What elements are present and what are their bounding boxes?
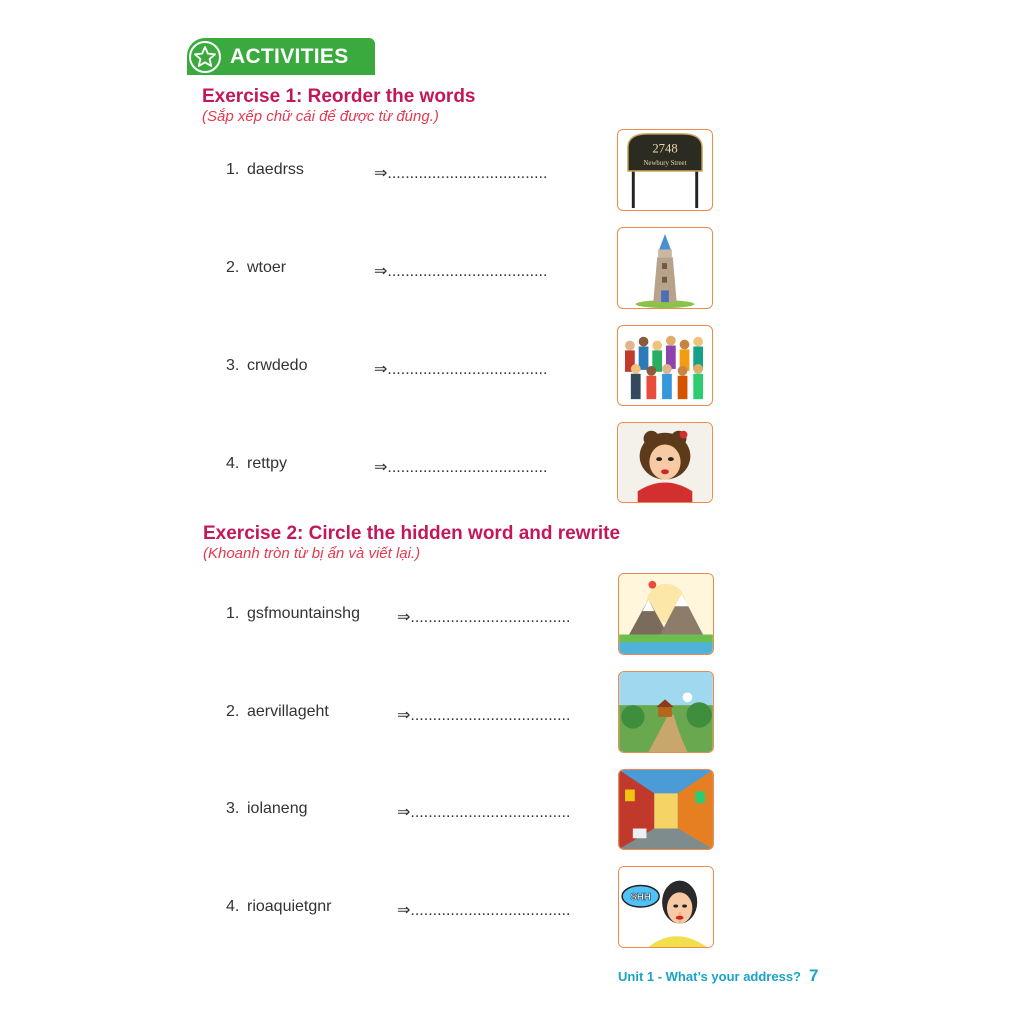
exercise1-title: Exercise 1: Reorder the words (202, 86, 476, 107)
star-icon (189, 41, 221, 73)
activities-badge (187, 38, 375, 75)
item-number: 4. (226, 455, 240, 472)
exercise1-item-2 (226, 259, 286, 277)
exercise2-item-1 (226, 605, 360, 623)
answer-line[interactable]: ⇒.................................... (374, 263, 548, 280)
exercise1-item-4 (226, 455, 287, 473)
page-number: 7 (809, 966, 819, 985)
item-number: 1. (226, 605, 240, 622)
scrambled-word: aervillageht (247, 703, 329, 720)
village-image (618, 671, 714, 753)
tower-image (617, 227, 713, 309)
item-number: 4. (226, 898, 240, 915)
answer-line[interactable]: ⇒.................................... (397, 804, 571, 821)
exercise1-item-1 (226, 161, 304, 179)
exercise2-item-3 (226, 800, 308, 818)
item-number: 2. (226, 259, 240, 276)
address-sign-image (617, 129, 713, 211)
answer-line[interactable]: ⇒.................................... (397, 902, 571, 919)
scrambled-word: rettpy (247, 455, 288, 472)
item-number: 2. (226, 703, 240, 720)
pretty-woman-image (617, 422, 713, 503)
exercise2-item-4 (226, 898, 332, 916)
scrambled-word: crwdedo (247, 357, 308, 374)
exercise1-subtitle: (Sắp xếp chữ cái để được từ đúng.) (202, 108, 439, 125)
answer-line[interactable]: ⇒.................................... (374, 361, 548, 378)
quiet-woman-image (618, 866, 714, 948)
lane-image (618, 769, 714, 850)
mountain-image (618, 573, 714, 655)
activities-title: ACTIVITIES (230, 44, 349, 68)
crowd-image (617, 325, 713, 406)
exercise2-item-2 (226, 703, 329, 721)
scrambled-word: rioaquietgnr (247, 898, 332, 915)
page-footer (618, 966, 818, 986)
unit-label: Unit 1 - What’s your address? (618, 969, 801, 984)
item-number: 3. (226, 357, 240, 374)
scrambled-word: wtoer (247, 259, 287, 276)
item-number: 3. (226, 800, 240, 817)
item-number: 1. (226, 161, 240, 178)
answer-line[interactable]: ⇒.................................... (397, 707, 571, 724)
answer-line[interactable]: ⇒.................................... (374, 165, 548, 182)
scrambled-word: iolaneng (247, 800, 308, 817)
exercise2-subtitle: (Khoanh tròn từ bị ẩn và viết lại.) (203, 545, 421, 562)
exercise2-title: Exercise 2: Circle the hidden word and rewrite (203, 523, 621, 544)
answer-line[interactable]: ⇒.................................... (374, 459, 548, 476)
answer-line[interactable]: ⇒.................................... (397, 609, 571, 626)
scrambled-word: daedrss (247, 161, 304, 178)
exercise1-item-3 (226, 357, 307, 375)
sign-street: Newbury Street (643, 160, 687, 168)
shh-bubble-text: SHH (630, 892, 651, 904)
sign-number: 2748 (652, 141, 678, 156)
scrambled-word: gsfmountainshg (247, 605, 360, 622)
